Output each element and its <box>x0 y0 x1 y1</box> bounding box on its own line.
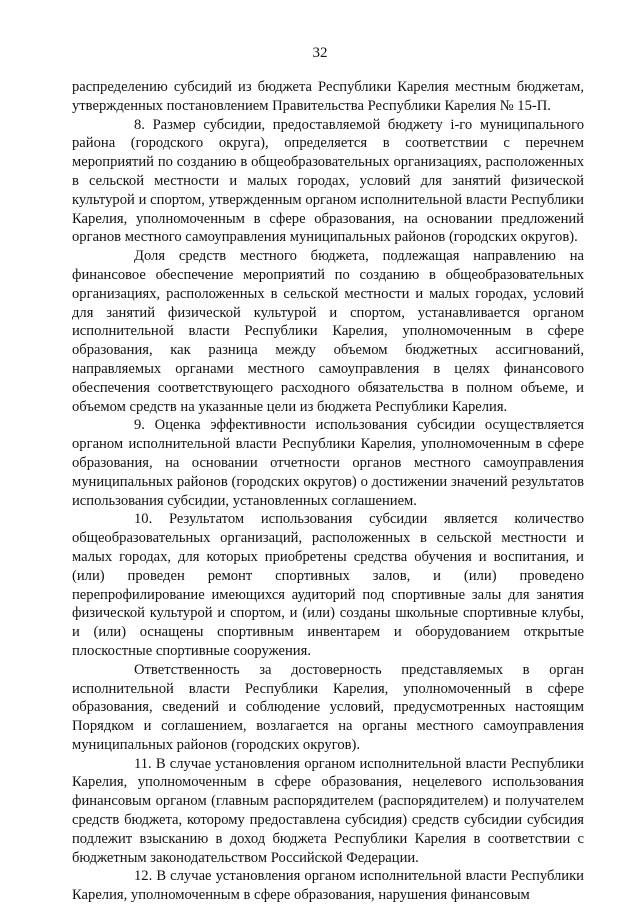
paragraph-item-10: 10. Результатом использования субсидии является количество общеобразовательных организаций, расположенных в сельской местности и малых городах, для которых приобретены средства обучения и воспитания, и (или) проведен ремонт спортивных залов, и (или) проведено перепрофилирование имеющихся аудиторий под спортивные залы для занятия физической культурой и спортом, и (или) созданы школьные спортивные клубы, и (или) оснащены спортивным инвентарем и оборудованием открытые плоскостные спортивные сооружения. <box>72 511 584 659</box>
paragraph-item-12: 12. В случае установления органом исполнительной власти Республики Карелия, уполномоченным в сфере образования, нарушения финансовым <box>72 868 584 904</box>
paragraph-local-budget-share: Доля средств местного бюджета, подлежащая направлению на финансовое обеспечение мероприятий по созданию в общеобразовательных организациях, расположенных в сельской местности и малых городах, условий для занятий физической культурой и спортом, устанавливается органом исполнительной власти Республики Карелия, уполномоченным в сфере образования, как разница между объемом бюджетных ассигнований, направляемых органами местного самоуправления в целях финансового обеспечения соответствующего расходного обязательства в полном объеме, и объемом средств на указанные цели из бюджета Республики Карелия. <box>72 248 584 415</box>
document-body <box>72 78 584 905</box>
paragraph-item-8: 8. Размер субсидии, предоставляемой бюджету i-го муниципального района (городского округа), определяется в соответствии с перечнем мероприятий по созданию в общеобразовательных организациях, расположенных в сельской местности и малых городах, условий для занятий физической культурой и спортом, утвержденным органом исполнительной власти Республики Карелия, уполномоченным в сфере образования, на основании предложений органов местного самоуправления муниципальных районов (городских округов). <box>72 116 584 246</box>
paragraph-responsibility: Ответственность за достоверность представляемых в орган исполнительной власти Республики Карелия, уполномоченный в сфере образования, сведений и соблюдение условий, предусмотренных настоящим Порядком и соглашением, возлагается на органы местного самоуправления муниципальных районов (городских округов). <box>72 661 584 753</box>
page-number: 32 <box>312 45 328 61</box>
paragraph-item-11: 11. В случае установления органом исполнительной власти Республики Карелия, уполномоченным в сфере образования, нецелевого использования финансовым органом (главным распорядителем (распорядителем) и получателем средств бюджета, которому предоставлена субсидия) средств субсидии субсидия подлежит взысканию в доход бюджета Республики Карелия в соответствии с бюджетным законодательством Российской Федерации. <box>72 755 584 866</box>
paragraph-item-9: 9. Оценка эффективности использования субсидии осуществляется органом исполнительной власти Республики Карелия, уполномоченным в сфере образования, на основании отчетности органов местного самоуправления муниципальных районов (городских округов) о достижении значений результатов использования субсидии, установленных соглашением. <box>72 417 584 509</box>
paragraph-continuation: распределению субсидий из бюджета Республики Карелия местным бюджетам, утвержденных постановлением Правительства Республики Карелия № 15-П. <box>72 79 584 114</box>
